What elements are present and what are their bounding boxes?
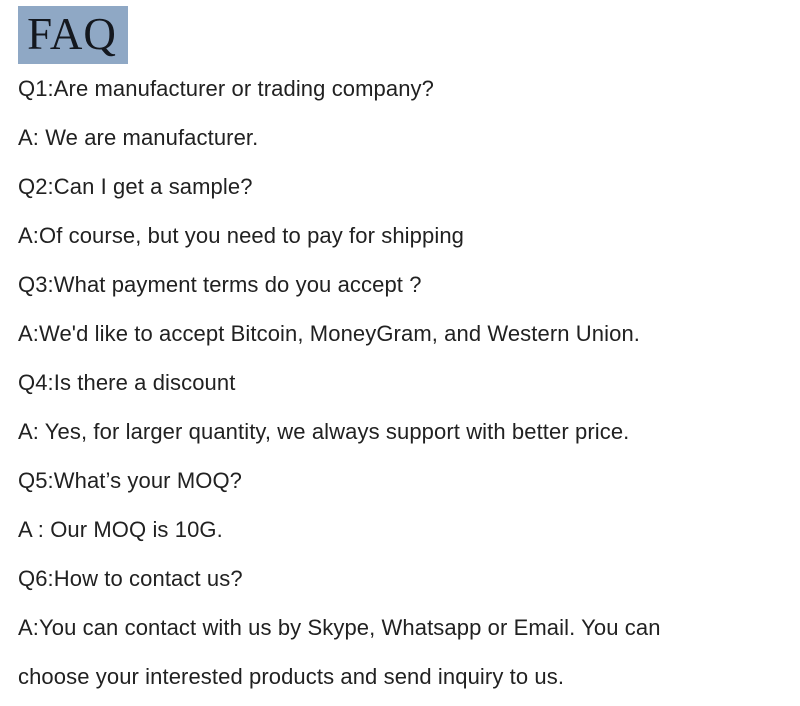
faq-title-box: [18, 6, 128, 64]
faq-answer-6-line-2: choose your interested products and send inquiry to us.: [18, 664, 565, 689]
faq-question-4: Q4:Is there a discount: [18, 370, 236, 395]
faq-title: FAQ: [27, 9, 117, 59]
faq-question-1: Q1:Are manufacturer or trading company?: [18, 76, 434, 101]
faq-question-2: Q2:Can I get a sample?: [18, 174, 253, 199]
faq-list: [0, 64, 800, 701]
faq-answer-3: A:We'd like to accept Bitcoin, MoneyGram, and Western Union.: [18, 321, 640, 346]
faq-question-3: Q3:What payment terms do you accept ?: [18, 272, 422, 297]
faq-answer-2: A:Of course, but you need to pay for shipping: [18, 223, 464, 248]
faq-question-6: Q6:How to contact us?: [18, 566, 243, 591]
faq-answer-4: A: Yes, for larger quantity, we always support with better price.: [18, 419, 630, 444]
faq-answer-6-line-1: A:You can contact with us by Skype, Whatsapp or Email. You can: [18, 615, 661, 640]
title-row: [0, 0, 800, 64]
faq-answer-1: A: We are manufacturer.: [18, 125, 259, 150]
faq-answer-5: A : Our MOQ is 10G.: [18, 517, 223, 542]
faq-question-5: Q5:What’s your MOQ?: [18, 468, 243, 493]
